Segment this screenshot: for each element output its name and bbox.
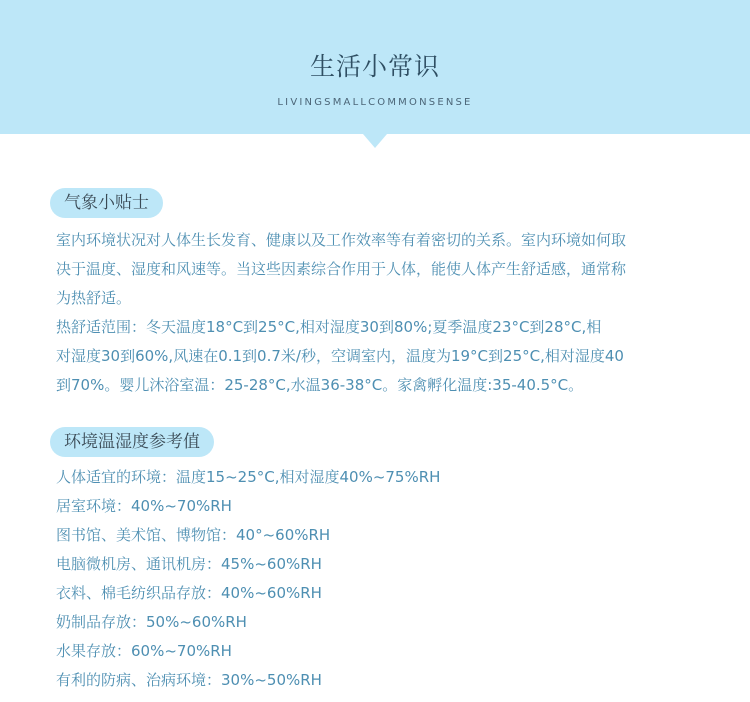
banner-notch-triangle bbox=[363, 134, 387, 148]
list-item: 衣料、棉毛纺织品存放：40%~60%RH bbox=[56, 584, 322, 602]
paragraph-line: 为热舒适。 bbox=[56, 289, 132, 307]
page-subtitle: LIVINGSMALLCOMMONSENSE bbox=[277, 97, 473, 108]
paragraph-line: 对湿度30到60%,风速在0.1到0.7米/秒，空调室内，温度为19°C到25°C,相对湿度40 bbox=[56, 347, 624, 365]
section-weather-tips-body bbox=[56, 226, 706, 400]
list-item: 奶制品存放：50%~60%RH bbox=[56, 613, 247, 631]
paragraph-line: 热舒适范围：冬天温度18°C到25°C,相对湿度30到80%;夏季温度23°C到28°C,相 bbox=[56, 318, 602, 336]
section-heading-humidity-reference: 环境温湿度参考值 bbox=[50, 427, 214, 457]
paragraph-line: 室内环境状况对人体生长发育、健康以及工作效率等有着密切的关系。室内环境如何取 bbox=[56, 231, 627, 249]
list-item: 图书馆、美术馆、博物馆：40°~60%RH bbox=[56, 526, 331, 544]
humidity-reference-list bbox=[56, 463, 706, 695]
list-item: 电脑微机房、通讯机房：45%~60%RH bbox=[56, 555, 322, 573]
header-banner bbox=[0, 0, 750, 134]
section-heading-weather-tips: 气象小贴士 bbox=[50, 188, 163, 218]
paragraph-line: 决于温度、湿度和风速等。当这些因素综合作用于人体，能使人体产生舒适感，通常称 bbox=[56, 260, 627, 278]
list-item: 水果存放：60%~70%RH bbox=[56, 642, 232, 660]
paragraph-line: 到70%。婴儿沐浴室温：25-28°C,水温36-38°C。家禽孵化温度:35-40.5°C。 bbox=[56, 376, 584, 394]
page-title: 生活小常识 bbox=[309, 52, 440, 81]
list-item: 居室环境：40%~70%RH bbox=[56, 497, 232, 515]
list-item: 有利的防病、治病环境：30%~50%RH bbox=[56, 671, 322, 689]
list-item: 人体适宜的环境：温度15~25°C,相对湿度40%~75%RH bbox=[56, 468, 441, 486]
